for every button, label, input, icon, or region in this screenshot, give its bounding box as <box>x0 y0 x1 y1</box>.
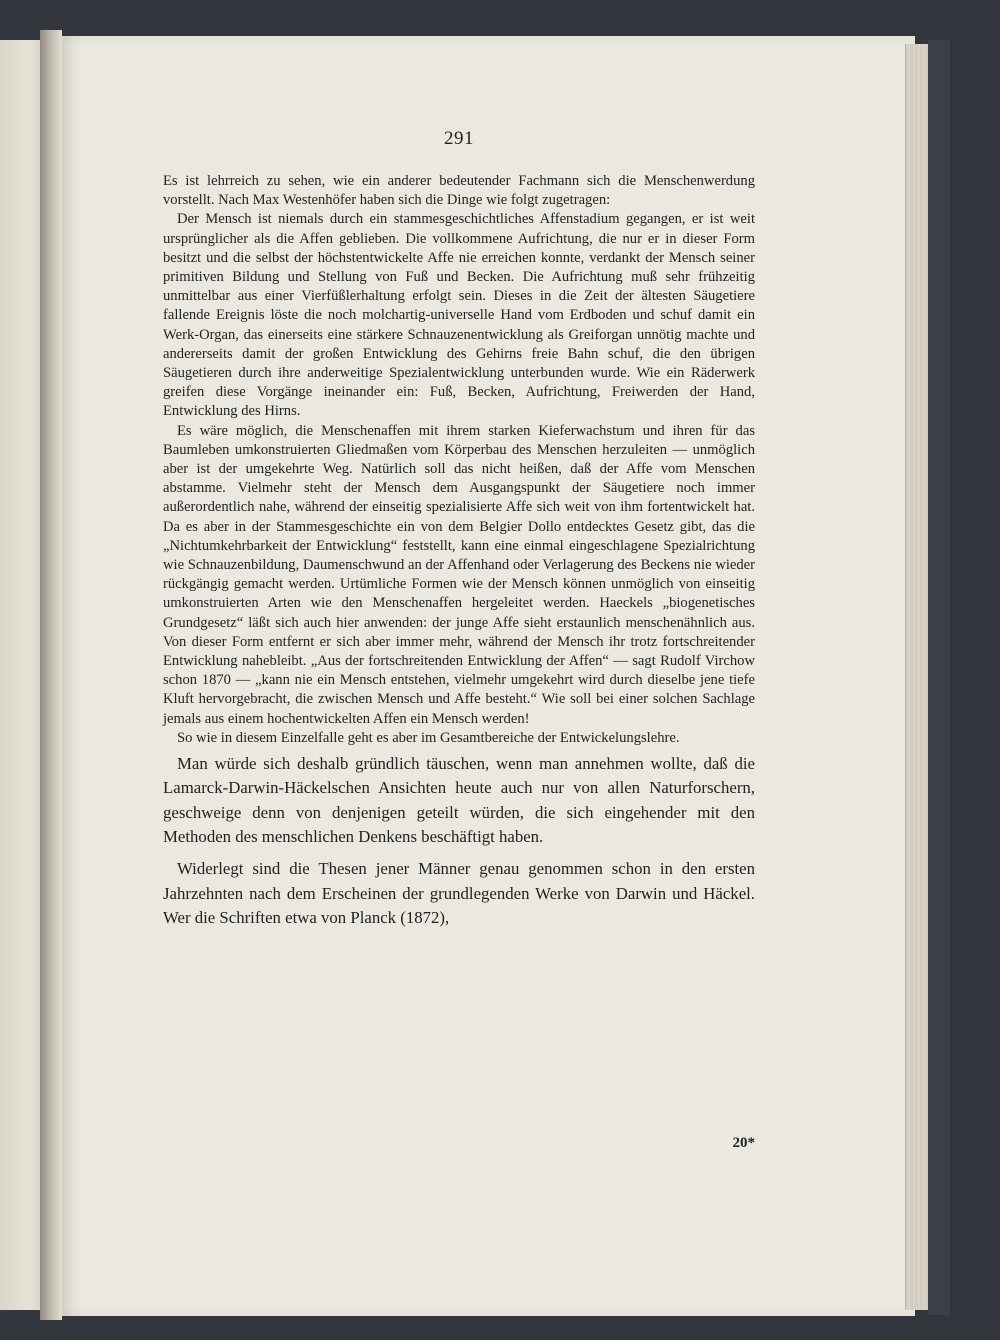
signature-mark: 20* <box>732 1135 755 1151</box>
paragraph-westenhoefer: Der Mensch ist niemals durch ein stammesgeschichtliches Affenstadium gegangen, er ist weit ursprünglicher als die Affen geblieben. Die vollkommene Aufrichtung, die nur er in dieser Form besitzt und die selbst der höchstentwickelte Affe nie erreichen konnte, verdankt der Mensch seiner primitiven Bildung und Stellung von Fuß und Becken. Die Aufrichtung muß sehr frühzeitig unmittelbar aus einer Vierfüßlerhaltung erfolgt sein. Dieses in die Zeit der ältesten Säugetiere fallende Ereignis löste die noch molchartig-universelle Hand vom Erdboden und schuf damit ein Werk-Organ, das einerseits eine stärkere Schnauzenentwicklung als Greiforgan unnötig machte und andererseits damit der großen Entwicklung des Gehirns freie Bahn schuf, die den übrigen Säugetieren durch ihre anderweitige Spezialentwicklung unterbunden wurde. Wie ein Räderwerk greifen diese Vorgänge ineinander ein: Fuß, Becken, Aufrichtung, Freiwerden der Hand, Entwicklung des Hirns. <box>163 211 755 420</box>
paragraph-einzelfalle: So wie in diesem Einzelfalle geht es aber im Gesamtbereiche der Entwickelungslehre. <box>177 729 680 746</box>
book-cover-edge <box>928 40 950 1315</box>
paragraph-widerlegt: Widerlegt sind die Thesen jener Männer genau genommen schon in den ersten Jahrzehnten nach dem Erscheinen der grundlegenden Werke von Darwin und Häckel. Wer die Schriften etwa von Planck (1872), <box>163 859 755 927</box>
page-text <box>163 128 755 930</box>
paragraph-taeuschen: Man würde sich deshalb gründlich täuschen, wenn man annehmen wollte, daß die Lamarck-Darwin-Häckelschen Ansichten heute auch nur von allen Naturforschern, geschweige denn von denjenigen geteilt würden, die sich eingehender mit den Methoden des menschlichen Denkens beschäftigt haben. <box>163 754 755 846</box>
paragraph-intro: Es ist lehrreich zu sehen, wie ein anderer bedeutender Fachmann sich die Menschenwerdung vorstellt. Nach Max Westenhöfer haben sich die Dinge wie folgt zugetragen: <box>163 173 755 209</box>
page-gutter <box>40 30 62 1320</box>
paragraph-menschenaffen: Es wäre möglich, die Menschenaffen mit ihrem starken Kieferwachstum und ihren für das Baumleben umkonstruierten Gliedmaßen vom Körperbau des Menschen herzuleiten — unmöglich aber ist der umgekehrte Weg. Natürlich soll das nicht heißen, daß der Affe vom Menschen abstamme. Vielmehr steht der Mensch dem Ausgangspunkt der Säugetiere noch immer außerordentlich nahe, während der einseitig spezialisierte Affe sich weit von ihm fortentwickelt hat. Da es aber in der Stammesgeschichte ein von dem Belgier Dollo entdecktes Gesetz gibt, das die „Nichtumkehrbarkeit der Entwicklung“ feststellt, kann eine einmal eingeschlagene Spezialrichtung wie Schnauzenbildung, Daumenschwund an der Affenhand oder Verlagerung des Beckens nie wieder rückgängig gemacht werden. Urtümliche Formen wie der Mensch können unmöglich von einseitig umkonstruierten Arten wie den Menschenaffen hergeleitet werden. Haeckels „biogenetisches Grundgesetz“ läßt sich auch hier anwenden: der junge Affe sieht erstaunlich menschenähnlich aus. Von dieser Form entfernt er sich aber immer mehr, während der Mensch ihr trotz fortschreitender Entwicklung nahebleibt. „Aus der fortschreitenden Entwicklung der Affen“ — sagt Rudolf Virchow schon 1870 — „kann nie ein Mensch entstehen, vielmehr umgekehrt wird durch dieselbe jene tiefe Kluft hervorgebracht, die zwischen Mensch und Affe besteht.“ Wie soll bei einer solchen Sachlage jemals aus einem hochentwickelten Affen ein Mensch werden! <box>163 422 755 727</box>
page-number: 291 <box>444 128 474 149</box>
